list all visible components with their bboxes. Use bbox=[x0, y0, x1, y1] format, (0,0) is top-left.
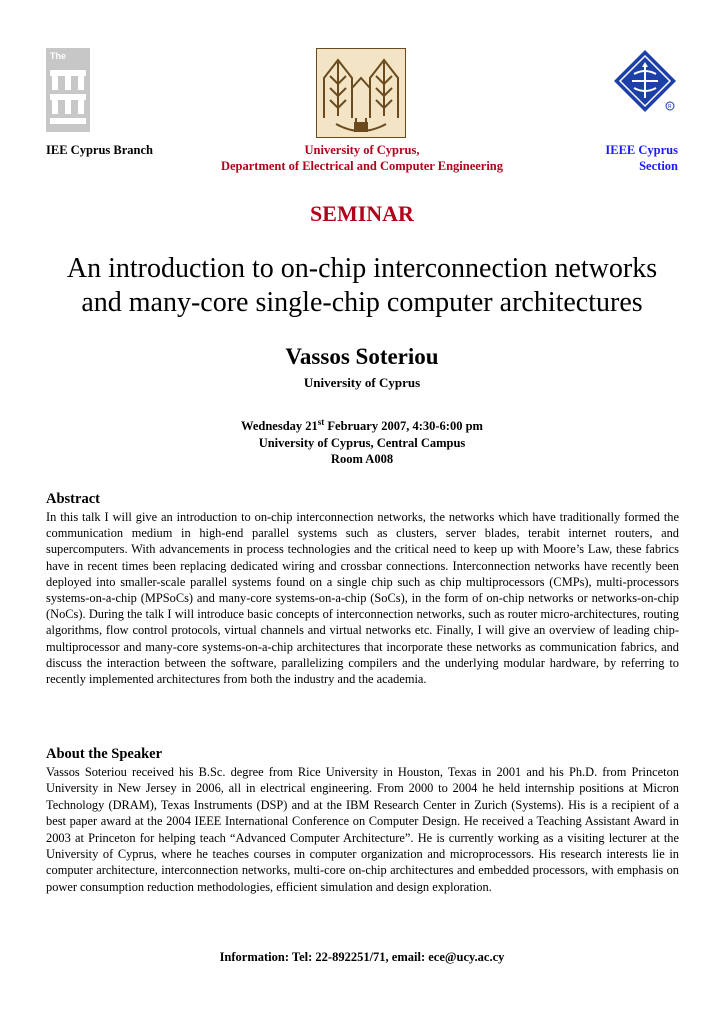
university-label: University of Cyprus, bbox=[304, 143, 420, 157]
about-speaker-heading: About the Speaker bbox=[46, 746, 163, 762]
event-date bbox=[0, 416, 724, 434]
ucy-emblem-icon bbox=[316, 48, 406, 138]
iee-logo-text: The bbox=[50, 51, 67, 61]
talk-title-line-1: An introduction to on-chip interconnection networks bbox=[66, 253, 658, 284]
university-of-cyprus-logo bbox=[316, 48, 406, 138]
ieee-diamond-icon bbox=[612, 48, 678, 114]
talk-title-line-2: and many-core single-chip computer architectures bbox=[81, 287, 643, 318]
seminar-heading: SEMINAR bbox=[310, 201, 414, 226]
about-speaker-body: Vassos Soteriou received his B.Sc. degree from Rice University in Houston, Texas in 2001 and his Ph.D. from Princeton University in New Jersey in 2006, all in electrical engineering. From 2000 to 2004 he held internship positions at Micron Technology (DRAM), Texas Instruments (DSP) and at the IBM Research Center in Zurich (Systems). His is a recipient of a best paper award at the 2004 IEEE International Conference on Computer Design. He received a Teaching Assistant Award in 2003 at Princeton for helping teach “Advanced Computer Architecture”. He is currently working as a visiting lecturer at the University of Cyprus, where he teaches courses in computer organization and microprocessors. His research interests lie in computer architecture, interconnection networks, multi-core on-chip architectures and embedded processors, with emphasis on power consumption reduction methodologies, efficient simulation and design exploration. bbox=[46, 765, 679, 894]
event-date-suffix: February 2007, 4:30-6:00 pm bbox=[324, 419, 483, 433]
abstract-body: In this talk I will give an introduction to on-chip interconnection networks, the networks which have traditionally formed the communication medium in high-end parallel systems such as clusters, server blades, terabit internet routers, and supercomputers. With advancements in process technologies and the critical need to keep up with Moore’s Law, these fabrics have in recent times been replacing dedicated wiring and crossbar connections. Interconnection networks have recently been deployed into smaller-scale parallel systems found on a single chip such as chip multiprocessors (CMPs), multi-processors systems-on-a-chip (MPSoCs) and many-core systems-on-a-chip (SoCs), in the form of on-chip networks or networks-on-chip (NoCs). During the talk I will introduce basic concepts of interconnection networks, such as router micro-architectures, routing algorithms, flow control protocols, virtual channels and virtual networks etc. Finally, I will give an overview of leading chip-multiprocessor and many-core systems-on-a-chip architectures that incorporate these networks as communication fabrics, and discuss the interaction between the software, parallelizing compilers and the underlying modular hardware, by referring to recently implemented architectures from both the industry and the academia. bbox=[46, 510, 679, 687]
speaker-affiliation: University of Cyprus bbox=[303, 375, 421, 390]
ieee-section-label: Section bbox=[639, 159, 678, 173]
ieee-cyprus-label: IEEE Cyprus bbox=[605, 143, 678, 157]
event-date-superscript: st bbox=[317, 416, 325, 427]
iee-logo bbox=[46, 48, 90, 132]
svg-text:R: R bbox=[668, 104, 672, 110]
ieee-logo bbox=[612, 48, 678, 114]
abstract-heading: Abstract bbox=[46, 491, 100, 507]
event-location: University of Cyprus, Central Campus bbox=[258, 436, 466, 450]
event-room: Room A008 bbox=[330, 452, 394, 466]
iee-cyprus-branch-label: IEE Cyprus Branch bbox=[46, 143, 153, 157]
department-label: Department of Electrical and Computer Engineering bbox=[220, 159, 504, 173]
event-date-prefix: Wednesday 21 bbox=[241, 419, 318, 433]
contact-information: Information: Tel: 22-892251/71, email: ece@ucy.ac.cy bbox=[219, 950, 505, 964]
speaker-name: Vassos Soteriou bbox=[285, 344, 439, 369]
